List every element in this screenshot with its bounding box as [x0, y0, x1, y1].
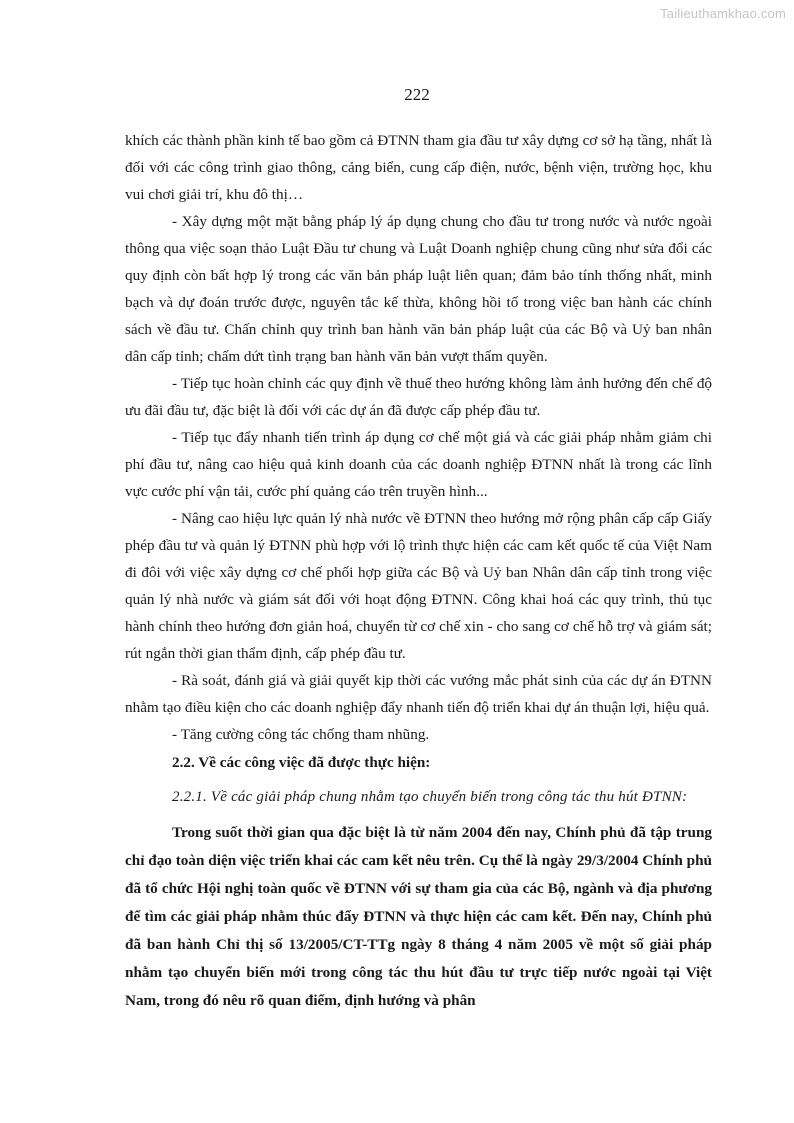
paragraph-continuation: khích các thành phần kinh tế bao gồm cả ĐTNN tham gia đầu tư xây dựng cơ sở hạ tầng, nhất là đối với các công trình giao thông, cảng biển, cung cấp điện, nước, bệnh viện, trường học, khu vui chơi giải trí, khu đô thị…: [125, 132, 712, 203]
bullet-paragraph: - Tăng cường công tác chống tham nhũng.: [172, 726, 430, 743]
watermark: Tailieuthamkhao.com: [660, 6, 786, 21]
bullet-paragraph: - Xây dựng một mặt bằng pháp lý áp dụng chung cho đầu tư trong nước và nước ngoài thông qua việc soạn thảo Luật Đầu tư chung và Luật Doanh nghiệp chung cũng như sửa đổi các quy định còn bất hợp lý trong các văn bản pháp luật liên quan; đảm bảo tính thống nhất, minh bạch và dự đoán trước được, nguyên tắc kế thừa, không hồi tố trong việc ban hành các chính sách về đầu tư. Chấn chỉnh quy trình ban hành văn bản pháp luật của các Bộ và Uỷ ban nhân dân cấp tỉnh; chấm dứt tình trạng ban hành văn bản vượt thẩm quyền.: [125, 213, 712, 365]
subsection-heading: 2.2.1. Về các giải pháp chung nhằm tạo chuyển biến trong công tác thu hút ĐTNN:: [172, 789, 688, 805]
bullet-paragraph: - Tiếp tục đẩy nhanh tiến trình áp dụng cơ chế một giá và các giải pháp nhằm giảm chi phí đầu tư, nâng cao hiệu quả kinh doanh của các doanh nghiệp ĐTNN nhất là trong các lĩnh vực cước phí vận tải, cước phí quảng cáo trên truyền hình...: [125, 429, 712, 500]
bullet-paragraph: - Rà soát, đánh giá và giải quyết kịp thời các vướng mắc phát sinh của các dự án ĐTNN nhằm tạo điều kiện cho các doanh nghiệp đẩy nhanh tiến độ triển khai dự án thuận lợi, hiệu quả.: [125, 672, 712, 716]
page-number: 222: [404, 85, 430, 104]
bullet-paragraph: - Tiếp tục hoàn chỉnh các quy định về thuế theo hướng không làm ảnh hưởng đến chế độ ưu đãi đầu tư, đặc biệt là đối với các dự án đã được cấp phép đầu tư.: [125, 375, 712, 419]
bullet-paragraph: - Nâng cao hiệu lực quản lý nhà nước về ĐTNN theo hướng mở rộng phân cấp cấp Giấy phép đầu tư và quản lý ĐTNN phù hợp với lộ trình thực hiện các cam kết quốc tế của Việt Nam đi đôi với việc xây dựng cơ chế phối hợp giữa các Bộ và Uỷ ban Nhân dân cấp tỉnh trong việc quản lý nhà nước và giám sát đối với hoạt động ĐTNN. Công khai hoá các quy trình, thủ tục hành chính theo hướng đơn giản hoá, chuyển từ cơ chế xin - cho sang cơ chế hỗ trợ và giám sát; rút ngắn thời gian thẩm định, cấp phép đầu tư.: [125, 510, 712, 662]
document-body: [125, 127, 712, 1015]
bold-paragraph: Trong suốt thời gian qua đặc biệt là từ năm 2004 đến nay, Chính phủ đã tập trung chỉ đạo toàn diện việc triển khai các cam kết nêu trên. Cụ thể là ngày 29/3/2004 Chính phủ đã tổ chức Hội nghị toàn quốc về ĐTNN với sự tham gia của các Bộ, ngành và địa phương để tìm các giải pháp nhằm thúc đẩy ĐTNN và thực hiện các cam kết. Đến nay, Chính phủ đã ban hành Chỉ thị số 13/2005/CT-TTg ngày 8 tháng 4 năm 2005 về một số giải pháp nhằm tạo chuyển biến mới trong công tác thu hút đầu tư trực tiếp nước ngoài tại Việt Nam, trong đó nêu rõ quan điểm, định hướng và phân: [125, 824, 712, 1009]
section-heading: 2.2. Về các công việc đã được thực hiện:: [172, 754, 431, 771]
